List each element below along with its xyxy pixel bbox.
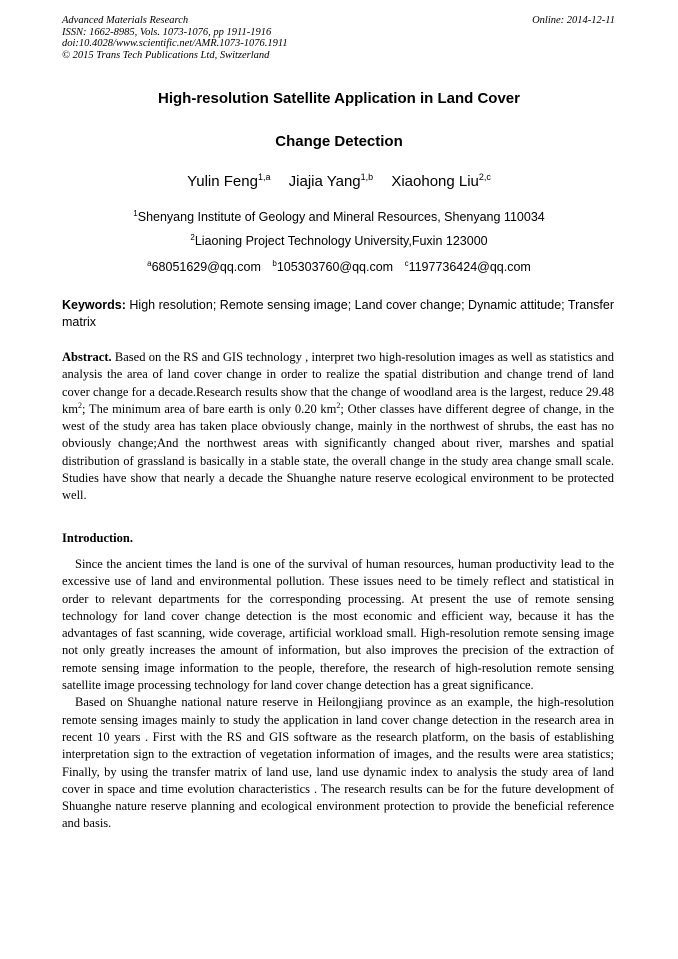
intro-paragraph-2: Based on Shuanghe national nature reserve in Heilongjiang province as an example, the high-resolution remote sensing images mainly to study the application in land cover change detection in the research area in recent 10 years . First with the RS and GIS software as the research platform, on the basis of establishing interpretation sign to the extraction of vegetation information of images, and the results were area statistics; Finally, by using the transfer matrix of land use, land use dynamic index to analysis the study area of land cover in space and time evolution characteristics . The research results can be for the future development of Shuanghe nature reserve planning and ecological environment protection to provide the beneficial reference and basis. [62, 695, 614, 831]
author-sup: 1,a [257, 172, 271, 182]
affiliation-1 [0, 209, 678, 224]
keywords [62, 297, 614, 331]
journal-header [62, 15, 288, 61]
email-sup: b [272, 259, 277, 268]
author-sup: 1,b [360, 172, 374, 182]
email-sup: a [147, 259, 152, 268]
email-a[interactable] [147, 260, 261, 274]
paper-title-line-1: High-resolution Satellite Application in Land Cover [158, 90, 520, 107]
issn-line: ISSN: 1662-8985, Vols. 1073-1076, pp 1911-1916 [62, 26, 272, 38]
email-text: 68051629@qq.com [151, 260, 261, 275]
author-1 [187, 173, 270, 190]
author-name: Xiaohong Liu [391, 173, 479, 190]
author-list [0, 172, 678, 190]
online-date: Online: 2014-12-11 [532, 15, 615, 26]
introduction-body [62, 556, 614, 833]
author-name: Jiajia Yang [288, 173, 361, 190]
abstract [62, 349, 614, 505]
copyright-line: © 2015 Trans Tech Publications Ltd, Switzerland [62, 49, 270, 61]
abstract-label: Abstract. [62, 350, 112, 364]
author-2 [289, 173, 374, 190]
keywords-label: Keywords: [62, 298, 126, 312]
email-sup: c [404, 259, 409, 268]
journal-name: Advanced Materials Research [62, 15, 189, 26]
author-name: Yulin Feng [187, 173, 258, 190]
affiliation-2 [0, 233, 678, 248]
email-c[interactable] [405, 260, 531, 274]
abstract-text-1: Based on the RS and GIS technology , interpret two high-resolution images as well as statistics and analysis the area of land cover change in order to realize the spatial distribution and change trend of land cover change for a decade.Research results show that the change of woodland area is the largest, reduce 29.48 km [62, 350, 614, 416]
abstract-text-2: ; The minimum area of bare earth is only 0.20 km [81, 401, 337, 416]
doi-line[interactable]: doi:10.4028/www.scientific.net/AMR.1073-1076.1911 [62, 38, 288, 49]
keywords-text: High resolution; Remote sensing image; Land cover change; Dynamic attitude; Transfer matrix [62, 298, 614, 329]
email-b[interactable] [272, 260, 393, 274]
author-sup: 2,c [478, 172, 491, 182]
abstract-text-3: ; Other classes have different degree of change, in the west of the study area has taken place obviously change, mainly in the northwest of shrubs, the east has no obviously change;And the northwest areas with significantly changed about river, marshes and spatial distribution of grassland is basically in a stable state, the overall change in the study area change small scale. Studies have show that nearly a decade the Shuanghe nature reserve ecological environment to be protected well. [62, 401, 614, 503]
abstract-sup-2: 2 [336, 400, 341, 410]
affiliation-sup: 2 [190, 233, 195, 242]
intro-paragraph-1: Since the ancient times the land is one of the survival of human resources, human productivity lead to the excessive use of land and environmental pollution. These issues need to be timely reflect and statistical in order to relevant departments for the corresponding processing. At present the use of remote sensing technology for land cover change detection is the most economic and efficient way, because it has the advantages of fast scanning, wide coverage, artificial workload small. High-resolution remote sensing image not only greatly increases the amount of information, but also improves the precision of the extraction of remote sensing image information to the people, therefore, the research of high-resolution remote sensing satellite image processing technology for land cover change detection has a great significance. [62, 557, 614, 693]
author-3 [391, 173, 491, 190]
introduction-heading: Introduction. [62, 531, 133, 545]
affiliation-sup: 1 [133, 209, 138, 218]
email-text: 105303760@qq.com [276, 260, 394, 275]
email-list [0, 259, 678, 274]
affiliation-text: Liaoning Project Technology University,Fuxin 123000 [194, 234, 488, 249]
abstract-sup-1: 2 [77, 400, 82, 410]
email-text: 1197736424@qq.com [408, 260, 531, 275]
affiliation-text: Shenyang Institute of Geology and Mineral Resources, Shenyang 110034 [137, 210, 545, 225]
paper-title-line-2: Change Detection [275, 133, 403, 150]
